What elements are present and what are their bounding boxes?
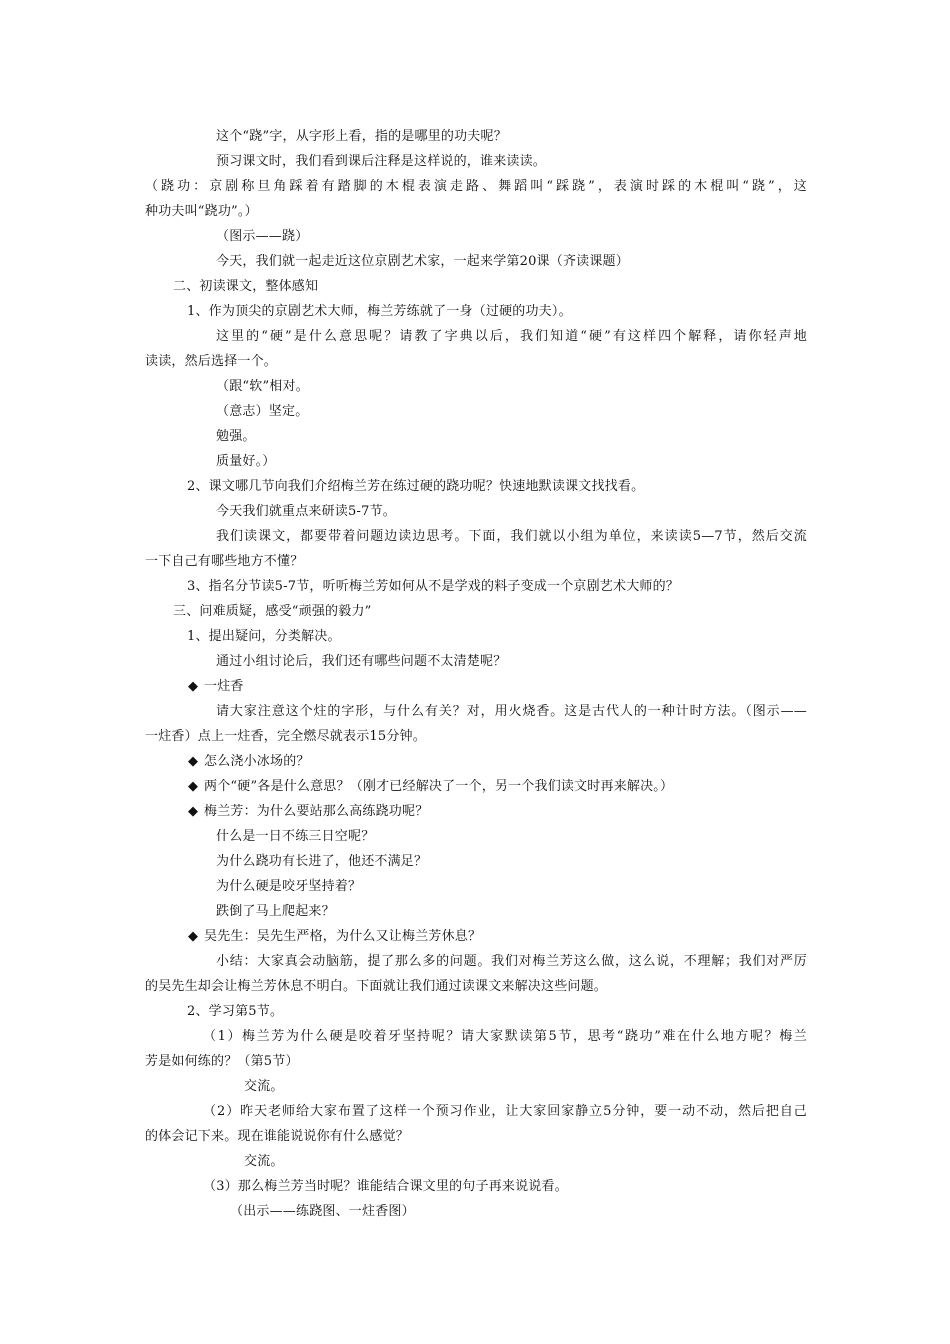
numbered-item: 1、作为顶尖的京剧艺术大师，梅兰芳练就了一身（过硬的功夫）。 [187,304,572,319]
text-line: 预习课文时，我们看到课后注释是这样说的，谁来读读。 [216,154,547,169]
text-line: 种功夫叫“跷功”。） [145,204,258,219]
definition-item: 质量好。） [216,454,276,469]
numbered-item: 2、课文哪几节向我们介绍梅兰芳在练过硬的跷功呢？快速地默读课文找找看。 [187,479,645,494]
bullet-item [188,679,244,695]
text-line: 的体会记下来。现在谁能说说你有什么感觉？ [145,1129,410,1144]
text-line: 今天，我们就一起走近这位京剧艺术家，一起来学第20课（齐读课题） [216,254,629,269]
bullet-item [188,804,428,820]
section-heading: 二、初读课文，整体感知 [173,279,319,294]
diamond-bullet-icon: ◆ [188,804,199,819]
text-line: 芳是如何练的？（第5节） [145,1054,299,1069]
figure-caption: （出示——练跷图、一炷香图） [230,1204,415,1219]
question-line: 为什么硬是咬牙坚持着？ [216,879,362,894]
text-line: 请大家注意这个炷的字形，与什么有关？对，用火烧香。这是古代人的一种计时方法。（图示—— [216,704,807,719]
bullet-text: 两个“硬”各是什么意思？（刚才已经解决了一个，另一个我们读文时再来解决。） [204,779,674,794]
diamond-bullet-icon: ◆ [188,929,199,944]
text-line: 今天我们就重点来研读5-7节。 [216,504,396,519]
text-line: 交流。 [244,1154,284,1169]
figure-caption: （图示——跷） [216,229,309,244]
text-line: 一炷香）点上一炷香，完全燃尽就表示15分钟。 [145,729,426,744]
section-heading: 三、问难质疑，感受“顽强的毅力” [173,604,372,619]
text-line: 通过小组讨论后，我们还有哪些问题不太清楚呢？ [216,654,507,669]
numbered-item: 3、指名分节读5-7节，听听梅兰芳如何从不是学戏的料子变成一个京剧艺术大师的？ [187,579,680,594]
text-line: 交流。 [244,1079,284,1094]
definition-item: （意志）坚定。 [216,404,309,419]
definition-item: 勉强。 [216,429,256,444]
bullet-item [188,779,673,795]
diamond-bullet-icon: ◆ [188,679,199,694]
bullet-text: 吴先生：吴先生严格，为什么又让梅兰芳休息？ [204,929,482,944]
definition-item: （跟“软”相对。 [216,379,309,394]
bullet-text: 怎么浇小冰场的？ [204,754,310,769]
text-line: 的吴先生却会让梅兰芳休息不明白。下面就让我们通过读课文来解决这些问题。 [145,979,608,994]
bullet-item [188,929,481,945]
bullet-text: 一炷香 [204,679,244,694]
bullet-item [188,754,310,770]
numbered-item: 2、学习第5节。 [187,1004,284,1019]
text-line: 这里的“硬”是什么意思呢？请教了字典以后，我们知道“硬”有这样四个解释，请你轻声地 [216,329,807,344]
question-line: 跌倒了马上爬起来？ [216,904,335,919]
text-line: 一下自己有哪些地方不懂？ [145,554,304,569]
numbered-item: 1、提出疑问，分类解决。 [187,629,341,644]
text-line: 我们读课文，都要带着问题边读边思考。下面，我们就以小组为单位，来读读5—7节，然后交流 [216,529,807,544]
question-line: 什么是一日不练三日空呢？ [216,829,375,844]
bullet-text: 梅兰芳：为什么要站那么高练跷功呢？ [204,804,429,819]
question-line: 为什么跷功有长进了，他还不满足？ [216,854,428,869]
diamond-bullet-icon: ◆ [188,779,199,794]
text-line: （3）那么梅兰芳当时呢？谁能结合课文里的句子再来说说看。 [203,1179,568,1194]
text-line: （1）梅兰芳为什么硬是咬着牙坚持呢？请大家默读第5节，思考“跷功”难在什么地方呢？梅兰 [203,1029,807,1044]
text-line: 小结：大家真会动脑筋，提了那么多的问题。我们对梅兰芳这么做，这么说，不理解；我们对严厉 [216,954,807,969]
diamond-bullet-icon: ◆ [188,754,199,769]
text-line: 这个“跷”字，从字形上看，指的是哪里的功夫呢？ [216,129,507,144]
text-line: （2）昨天老师给大家布置了这样一个预习作业，让大家回家静立5分钟，要一动不动，然后把自己 [203,1104,807,1119]
text-line: 读读，然后选择一个。 [145,354,278,369]
text-line: （跷功：京剧称旦角踩着有踏脚的木棍表演走路、舞蹈叫“踩跷”，表演时踩的木棍叫“跷”，这 [145,179,807,194]
